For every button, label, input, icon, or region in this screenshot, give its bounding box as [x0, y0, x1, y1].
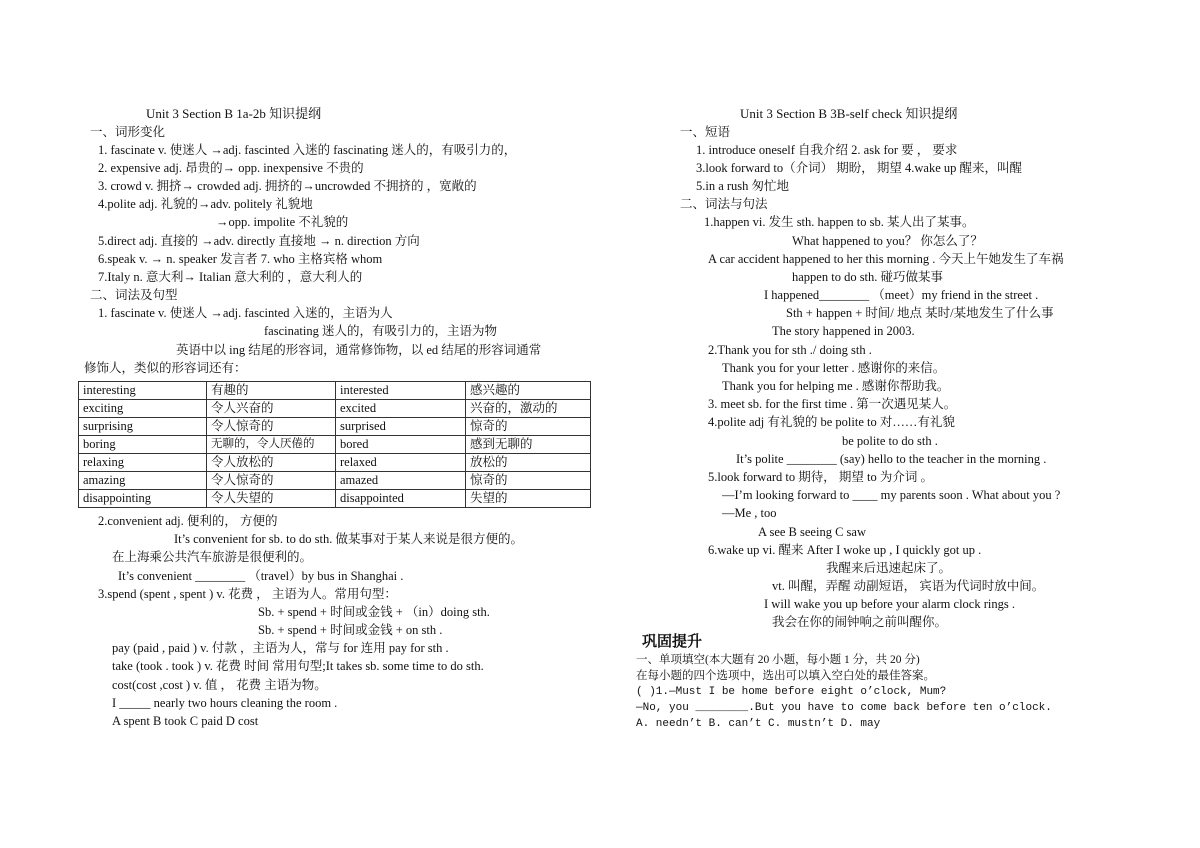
table-cell: 感兴趣的	[466, 382, 591, 400]
table-cell: relaxing	[79, 454, 207, 472]
right-line: be polite to do sth .	[842, 434, 938, 448]
right-heading-1: 一、短语	[680, 125, 731, 139]
right-line: 我醒来后迅速起床了。	[826, 561, 952, 575]
left-line: 6.speak v. → n. speaker 发言者 7. who 主格宾格 whom	[98, 252, 383, 266]
table-cell: 惊奇的	[466, 472, 591, 490]
table-cell: 令人惊奇的	[207, 472, 336, 490]
right-line: 2.Thank you for sth ./ doing sth .	[708, 343, 872, 357]
left-line: 4.polite adj. 礼貌的→adv. politely 礼貌地	[98, 197, 313, 211]
right-line: What happened to you？ 你怎么了？	[792, 234, 983, 248]
right-line: 5.look forward to 期待， 期望 to 为介词 。	[708, 470, 933, 484]
table-row	[79, 418, 591, 436]
table-cell: interested	[336, 382, 466, 400]
right-line: 3. meet sb. for the first time . 第一次遇见某人。	[708, 397, 957, 411]
table-cell: 失望的	[466, 490, 591, 508]
left-line: A spent B took C paid D cost	[112, 714, 259, 728]
right-line: 1.happen vi. 发生 sth. happen to sb. 某人出了某事。	[704, 215, 975, 229]
right-line: Thank you for your letter . 感谢你的来信。	[722, 361, 946, 375]
table-cell: bored	[336, 436, 466, 454]
adjective-table	[78, 381, 591, 508]
right-line: 3.look forward to（介词） 期盼， 期望 4.wake up 醒来，叫醒	[696, 161, 1023, 175]
section-heading: 巩固提升	[642, 632, 703, 650]
right-heading-2: 二、词法与句法	[680, 197, 768, 211]
table-cell: relaxed	[336, 454, 466, 472]
table-row	[79, 472, 591, 490]
table-row	[79, 382, 591, 400]
right-line: —I’m looking forward to ____ my parents soon . What about you ?	[722, 488, 1061, 502]
right-line: 6.wake up vi. 醒来 After I woke up , I quickly got up .	[708, 543, 982, 557]
right-line: The story happened in 2003.	[772, 324, 915, 338]
left-line: cost(cost ,cost ) v. 值 ， 花费 主语为物。	[112, 678, 327, 692]
left-line: It’s convenient ________ （travel）by bus in Shanghai .	[118, 569, 404, 583]
right-line: 在每小题的四个选项中，选出可以填入空白处的最佳答案。	[636, 670, 935, 682]
table-cell: disappointed	[336, 490, 466, 508]
table-cell: 令人惊奇的	[207, 418, 336, 436]
left-line: 3.spend (spent , spent ) v. 花费 ， 主语为人。常用句型：	[98, 587, 397, 601]
table-cell: amazing	[79, 472, 207, 490]
table-cell: disappointing	[79, 490, 207, 508]
right-line: A see B seeing C saw	[758, 525, 866, 539]
table-cell: surprised	[336, 418, 466, 436]
table-cell: 令人放松的	[207, 454, 336, 472]
left-line: 1. fascinate v. 使迷人 →adj. fascinted 入迷的，主语为人	[98, 306, 393, 320]
table-cell: 令人失望的	[207, 490, 336, 508]
left-line: It’s convenient for sb. to do sth. 做某事对于某人来说是很方便的。	[174, 532, 523, 546]
left-line: 2. expensive adj. 昂贵的→ opp. inexpensive 不贵的	[98, 161, 364, 175]
table-cell: interesting	[79, 382, 207, 400]
table-cell: 令人兴奋的	[207, 400, 336, 418]
question-line: —No, you ________.But you have to come back before ten o’clock.	[636, 702, 1052, 714]
right-line: 4.polite adj 有礼貌的 be polite to 对……有礼貌	[708, 415, 955, 429]
left-line: 在上海乘公共汽车旅游是很便利的。	[112, 550, 313, 564]
right-line: happen to do sth. 碰巧做某事	[792, 270, 944, 284]
left-heading-1: 一、词形变化	[90, 125, 166, 139]
table-cell: 放松的	[466, 454, 591, 472]
left-line: 1. fascinate v. 使迷人 →adj. fascinted 入迷的 fascinating 迷人的，有吸引力的，	[98, 143, 517, 157]
right-line: vt. 叫醒，弄醒 动副短语， 宾语为代词时放中间。	[772, 579, 1045, 593]
table-cell: exciting	[79, 400, 207, 418]
table-cell: 无聊的，令人厌倦的	[207, 436, 336, 454]
table-cell: excited	[336, 400, 466, 418]
table-cell: 有趣的	[207, 382, 336, 400]
question-options: A. needn’t B. can’t C. mustn’t D. may	[636, 718, 881, 730]
left-line: fascinating 迷人的，有吸引力的，主语为物	[264, 324, 497, 338]
left-line: 7.Italy n. 意大利→ Italian 意大利的 ，意大利人的	[98, 270, 363, 284]
right-line: 我会在你的闹钟响之前叫醒你。	[772, 615, 948, 629]
right-line: —Me , too	[722, 506, 777, 520]
right-line: It’s polite ________ (say) hello to the teacher in the morning .	[736, 452, 1047, 466]
left-line: →opp. impolite 不礼貌的	[216, 215, 349, 229]
right-title: Unit 3 Section B 3B-self check 知识提纲	[740, 106, 958, 121]
table-row	[79, 454, 591, 472]
right-line: A car accident happened to her this morning . 今天上午她发生了车祸	[708, 252, 1064, 266]
left-line: take (took . took ) v. 花费 时间 常用句型;It takes sb. some time to do sth.	[112, 659, 484, 673]
table-cell: 兴奋的，激动的	[466, 400, 591, 418]
table-cell: 感到无聊的	[466, 436, 591, 454]
table-cell: boring	[79, 436, 207, 454]
left-title: Unit 3 Section B 1a-2b 知识提纲	[146, 106, 322, 121]
left-line: pay (paid , paid ) v. 付款 ，主语为人，常与 for 连用 pay for sth .	[112, 641, 449, 655]
table-row	[79, 436, 591, 454]
table-cell: surprising	[79, 418, 207, 436]
right-line: I will wake you up before your alarm clock rings .	[764, 597, 1015, 611]
left-heading-2: 二、词法及句型	[90, 288, 178, 302]
table-row	[79, 490, 591, 508]
left-line: 3. crowd v. 拥挤→ crowded adj. 拥挤的→uncrowded 不拥挤的 ，宽敞的	[98, 179, 477, 193]
right-line: Thank you for helping me . 感谢你帮助我。	[722, 379, 950, 393]
question-line: ( )1.—Must I be home before eight o’clock, Mum?	[636, 686, 947, 698]
right-line: I happened________ （meet）my friend in the street .	[764, 288, 1039, 302]
right-line: 5.in a rush 匆忙地	[696, 179, 790, 193]
table-cell: 惊奇的	[466, 418, 591, 436]
right-line: 1. introduce oneself 自我介绍 2. ask for 要 ， 要求	[696, 143, 958, 157]
right-line: 一、单项填空(本大题有 20 小题，每小题 1 分，共 20 分)	[636, 654, 920, 666]
left-line: I _____ nearly two hours cleaning the room .	[112, 696, 338, 710]
left-line: 修饰人，类似的形容词还有：	[84, 361, 247, 375]
table-row	[79, 400, 591, 418]
right-line: Sth + happen + 时间/ 地点 某时/某地发生了什么事	[786, 306, 1054, 320]
left-line: Sb. + spend + 时间或金钱 + on sth .	[258, 623, 443, 637]
left-line: 2.convenient adj. 便利的， 方便的	[98, 514, 278, 528]
left-line: 5.direct adj. 直接的 →adv. directly 直接地 → n. direction 方向	[98, 234, 420, 248]
left-line: 英语中以 ing 结尾的形容词，通常修饰物，以 ed 结尾的形容词通常	[176, 343, 542, 357]
table-cell: amazed	[336, 472, 466, 490]
left-line: Sb. + spend + 时间或金钱 + （in）doing sth.	[258, 605, 490, 619]
